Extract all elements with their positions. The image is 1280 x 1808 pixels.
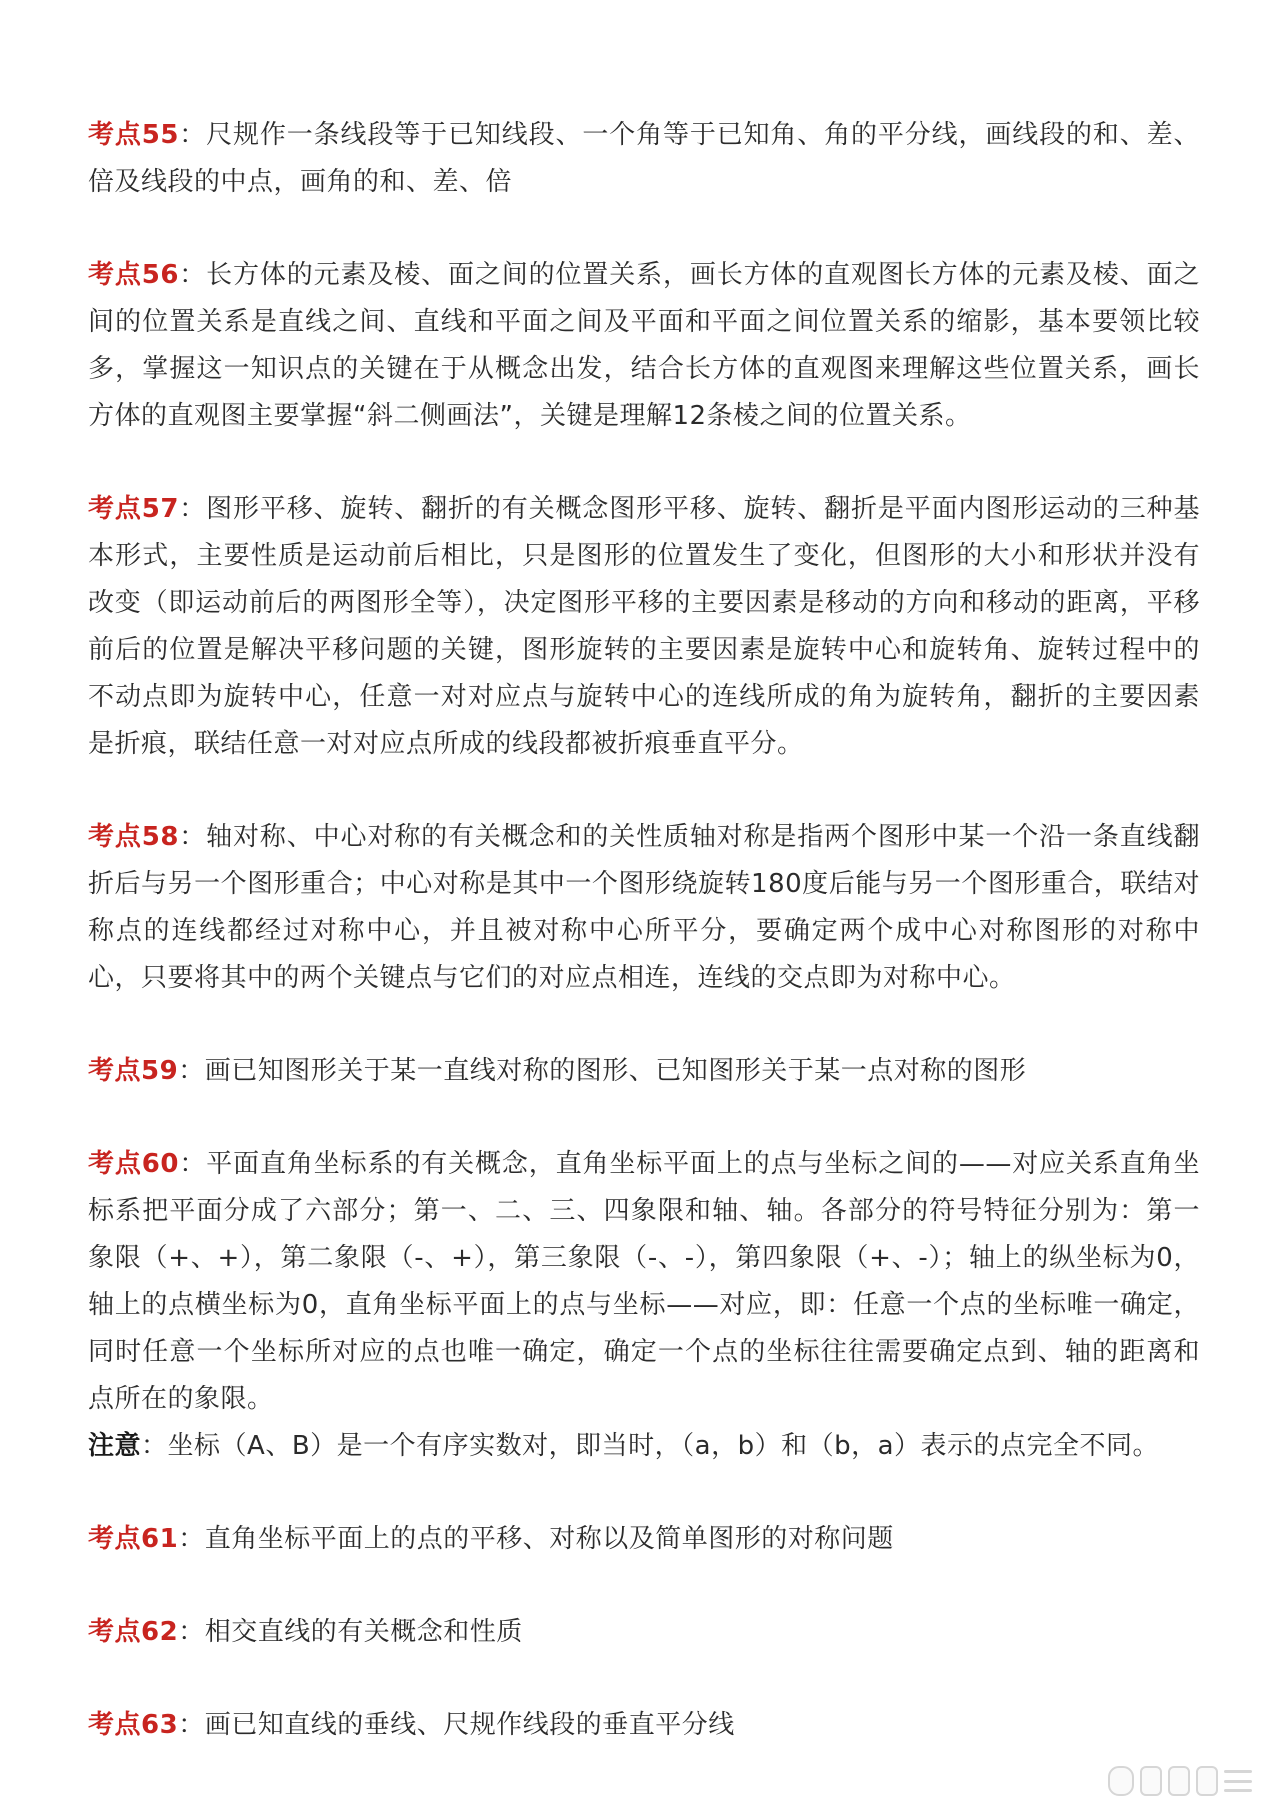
- logo-shape-icon: [1140, 1766, 1162, 1796]
- exam-point-text: 直角坐标平面上的点的平移、对称以及简单图形的对称问题: [204, 1524, 894, 1554]
- label-separator: ：: [178, 260, 207, 290]
- exam-point-60: [88, 1141, 1200, 1423]
- label-separator: ：: [141, 1431, 168, 1461]
- label-separator: ：: [178, 1149, 207, 1179]
- document-body: [88, 112, 1200, 1795]
- label-separator: ：: [178, 120, 207, 150]
- exam-point-label: 考点56: [88, 260, 179, 290]
- label-separator: ：: [178, 494, 207, 524]
- label-separator: ：: [178, 1056, 205, 1086]
- exam-point-label: 考点63: [88, 1710, 179, 1740]
- note-label: 注意: [88, 1431, 142, 1461]
- exam-point-text: 长方体的元素及棱、面之间的位置关系，画长方体的直观图长方体的元素及棱、面之间的位置关系是直线之间、直线和平面之间及平面和平面之间位置关系的缩影，基本要领比较多，掌握这一知识点的关键在于从概念出发，结合长方体的直观图来理解这些位置关系，画长方体的直观图主要掌握“斜二侧画法”，关键是理解12条棱之间的位置关系。: [88, 260, 1200, 431]
- exam-point-label: 考点60: [88, 1149, 179, 1179]
- label-separator: ：: [178, 1617, 205, 1647]
- logo-shape-icon: [1168, 1766, 1190, 1796]
- label-separator: ：: [178, 1710, 205, 1740]
- exam-point-label: 考点61: [88, 1524, 179, 1554]
- exam-point-text: 图形平移、旋转、翻折的有关概念图形平移、旋转、翻折是平面内图形运动的三种基本形式，主要性质是运动前后相比，只是图形的位置发生了变化，但图形的大小和形状并没有改变（即运动前后的两图形全等），决定图形平移的主要因素是移动的方向和移动的距离，平移前后的位置是解决平移问题的关键，图形旋转的主要因素是旋转中心和旋转角、旋转过程中的不动点即为旋转中心，任意一对对应点与旋转中心的连线所成的角为旋转角，翻折的主要因素是折痕，联结任意一对对应点所成的线段都被折痕垂直平分。: [88, 494, 1200, 759]
- exam-point-text: 尺规作一条线段等于已知线段、一个角等于已知角、角的平分线，画线段的和、差、倍及线段的中点，画角的和、差、倍: [88, 120, 1200, 197]
- logo-lines-icon: [1224, 1770, 1252, 1792]
- logo-shape-icon: [1108, 1766, 1134, 1796]
- exam-point-57: [88, 486, 1200, 768]
- exam-point-text: 平面直角坐标系的有关概念，直角坐标平面上的点与坐标之间的——对应关系直角坐标系把平面分成了六部分；第一、二、三、四象限和轴、轴。各部分的符号特征分别为：第一象限（+、+），第二象限（-、+），第三象限（-、-），第四象限（+、-）；轴上的纵坐标为0，轴上的点横坐标为0，直角坐标平面上的点与坐标——对应，即：任意一个点的坐标唯一确定，同时任意一个坐标所对应的点也唯一确定，确定一个点的坐标往往需要确定点到、轴的距离和点所在的象限。: [88, 1149, 1200, 1414]
- label-separator: ：: [178, 822, 207, 852]
- note-text: 坐标（A、B）是一个有序实数对，即当时，（a，b）和（b，a）表示的点完全不同。: [167, 1431, 1160, 1461]
- exam-point-62: [88, 1609, 1200, 1656]
- exam-point-58: [88, 814, 1200, 1002]
- exam-point-label: 考点55: [88, 120, 179, 150]
- exam-point-label: 考点58: [88, 822, 179, 852]
- label-separator: ：: [178, 1524, 205, 1554]
- exam-point-63: [88, 1702, 1200, 1749]
- logo-shape-icon: [1196, 1766, 1218, 1796]
- note-paragraph: [88, 1423, 1200, 1470]
- exam-point-label: 考点62: [88, 1617, 179, 1647]
- exam-point-text: 相交直线的有关概念和性质: [204, 1617, 523, 1647]
- exam-point-59: [88, 1048, 1200, 1095]
- exam-point-text: 画已知直线的垂线、尺规作线段的垂直平分线: [204, 1710, 735, 1740]
- exam-point-label: 考点57: [88, 494, 179, 524]
- exam-point-label: 考点59: [88, 1056, 179, 1086]
- app-logo-icon: [1108, 1766, 1252, 1796]
- exam-point-55: [88, 112, 1200, 206]
- exam-point-61: [88, 1516, 1200, 1563]
- exam-point-text: 画已知图形关于某一直线对称的图形、已知图形关于某一点对称的图形: [204, 1056, 1027, 1086]
- exam-point-56: [88, 252, 1200, 440]
- exam-point-text: 轴对称、中心对称的有关概念和的关性质轴对称是指两个图形中某一个沿一条直线翻折后与另一个图形重合；中心对称是其中一个图形绕旋转180度后能与另一个图形重合，联结对称点的连线都经过对称中心，并且被对称中心所平分，要确定两个成中心对称图形的对称中心，只要将其中的两个关键点与它们的对应点相连，连线的交点即为对称中心。: [88, 822, 1200, 993]
